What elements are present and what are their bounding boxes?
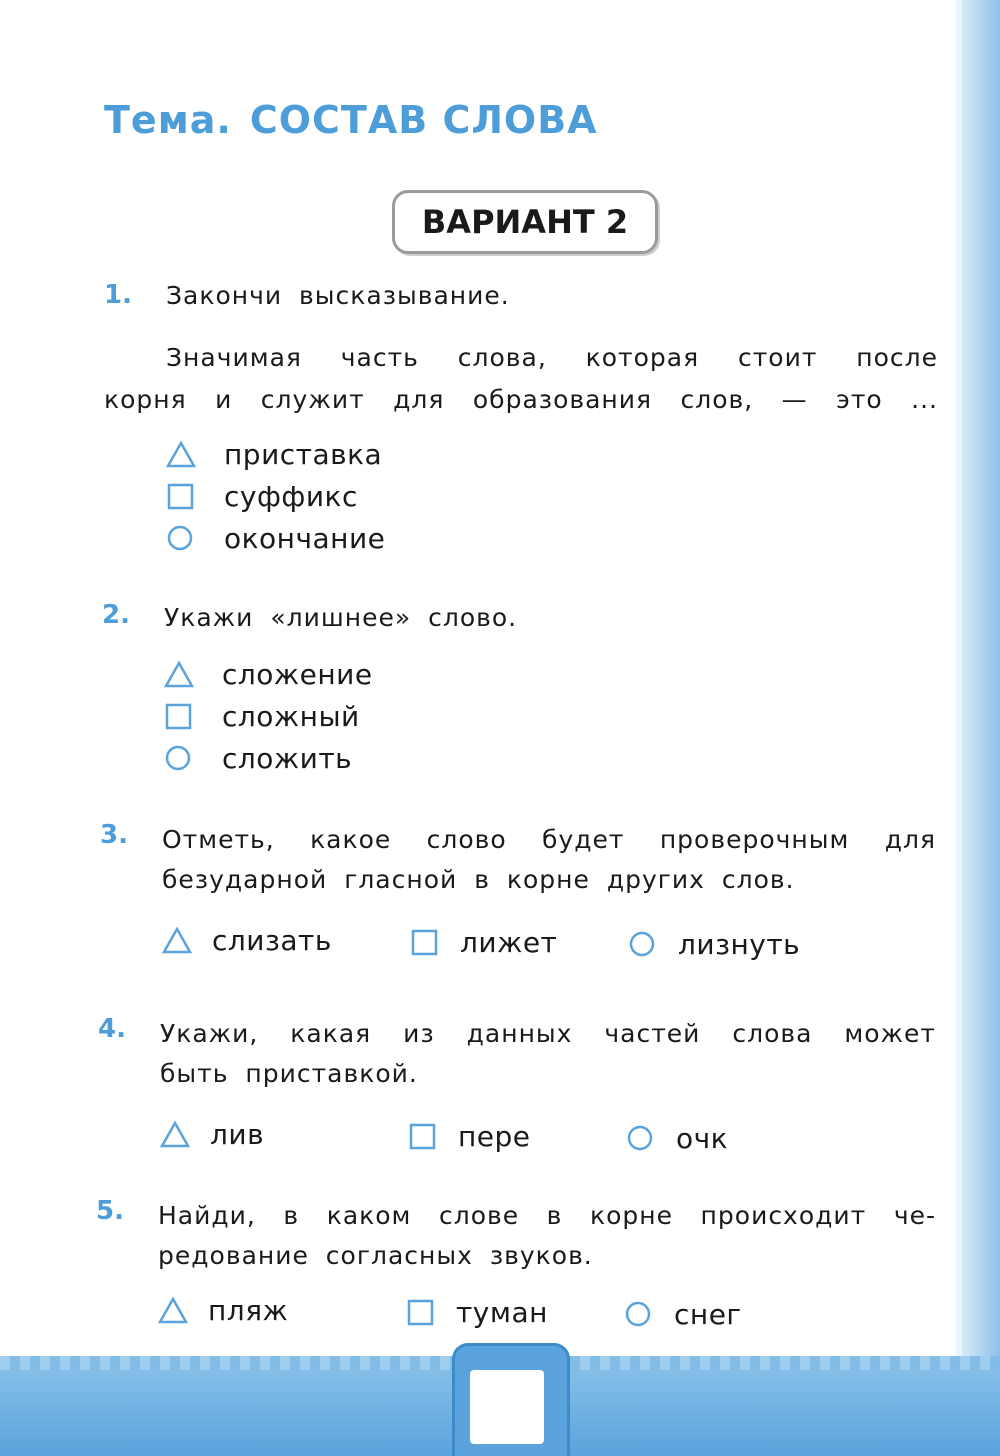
question-5-option-1[interactable] <box>158 1294 288 1327</box>
triangle-icon[interactable] <box>164 660 194 690</box>
question-5-prompt-line1: Найди, в каком слове в корне происходит че- <box>158 1201 936 1230</box>
question-5-number: 5. <box>96 1196 124 1226</box>
question-5-option-2[interactable] <box>406 1296 548 1329</box>
option-label: пляж <box>208 1294 289 1327</box>
question-4-prompt-line2: быть приставкой. <box>160 1059 418 1088</box>
option-label: очк <box>676 1122 729 1155</box>
question-5-prompt-line2: редование согласных звуков. <box>158 1241 593 1270</box>
page-title <box>104 98 598 142</box>
square-icon[interactable] <box>164 702 194 732</box>
option-label: лив <box>210 1118 265 1151</box>
circle-icon[interactable] <box>626 1124 656 1154</box>
square-icon[interactable] <box>406 1298 436 1328</box>
square-icon[interactable] <box>408 1122 438 1152</box>
option-label: приставка <box>224 438 383 471</box>
question-1-option-3[interactable] <box>166 522 385 555</box>
question-4-option-2[interactable] <box>408 1120 531 1153</box>
question-1-number: 1. <box>104 280 132 310</box>
question-1-option-2[interactable] <box>166 480 358 513</box>
circle-icon[interactable] <box>624 1300 654 1330</box>
circle-icon[interactable] <box>628 930 658 960</box>
question-3-number: 3. <box>100 820 128 850</box>
circle-icon[interactable] <box>164 744 194 774</box>
question-3-option-2[interactable] <box>410 926 557 959</box>
page-number-box <box>470 1370 544 1444</box>
question-2-prompt: Укажи «лишнее» слово. <box>164 603 518 632</box>
square-icon[interactable] <box>166 482 196 512</box>
question-2-option-1[interactable] <box>164 658 373 691</box>
title-prefix: Тема. <box>104 98 232 142</box>
question-4-number: 4. <box>98 1014 126 1044</box>
option-label: снег <box>674 1298 742 1331</box>
question-2-number: 2. <box>102 600 130 630</box>
question-3-option-3[interactable] <box>628 928 800 961</box>
question-4-option-3[interactable] <box>626 1122 728 1155</box>
option-label: туман <box>456 1296 548 1329</box>
question-1-option-1[interactable] <box>166 438 382 471</box>
circle-icon[interactable] <box>166 524 196 554</box>
option-label: сложение <box>222 658 373 691</box>
title-main: СОСТАВ СЛОВА <box>249 98 598 142</box>
triangle-icon[interactable] <box>166 440 196 470</box>
variant-badge: ВАРИАНТ 2 <box>392 190 658 254</box>
option-label: пере <box>458 1120 531 1153</box>
question-1-prompt: Закончи высказывание. <box>166 281 510 310</box>
question-4-prompt-line1: Укажи, какая из данных частей слова может <box>160 1019 936 1048</box>
option-label: сложить <box>222 742 353 775</box>
question-1-statement-line1: Значимая часть слова, которая стоит после <box>166 343 938 372</box>
question-4-option-1[interactable] <box>160 1118 264 1151</box>
question-3-option-1[interactable] <box>162 924 332 957</box>
triangle-icon[interactable] <box>162 926 192 956</box>
square-icon[interactable] <box>410 928 440 958</box>
question-2-option-2[interactable] <box>164 700 360 733</box>
decorative-side-strip <box>962 0 1000 1456</box>
triangle-icon[interactable] <box>158 1296 188 1326</box>
triangle-icon[interactable] <box>160 1120 190 1150</box>
question-3-prompt-line1: Отметь, какое слово будет проверочным для <box>162 825 936 854</box>
option-label: суффикс <box>224 480 358 513</box>
option-label: слизать <box>212 924 332 957</box>
option-label: сложный <box>222 700 360 733</box>
question-2-option-3[interactable] <box>164 742 352 775</box>
option-label: лижет <box>460 926 558 959</box>
question-5-option-3[interactable] <box>624 1298 742 1331</box>
question-1-statement-line2: корня и служит для образования слов, — это ... <box>104 385 938 414</box>
question-3-prompt-line2: безударной гласной в корне других слов. <box>162 865 795 894</box>
option-label: окончание <box>224 522 386 555</box>
option-label: лизнуть <box>678 928 801 961</box>
